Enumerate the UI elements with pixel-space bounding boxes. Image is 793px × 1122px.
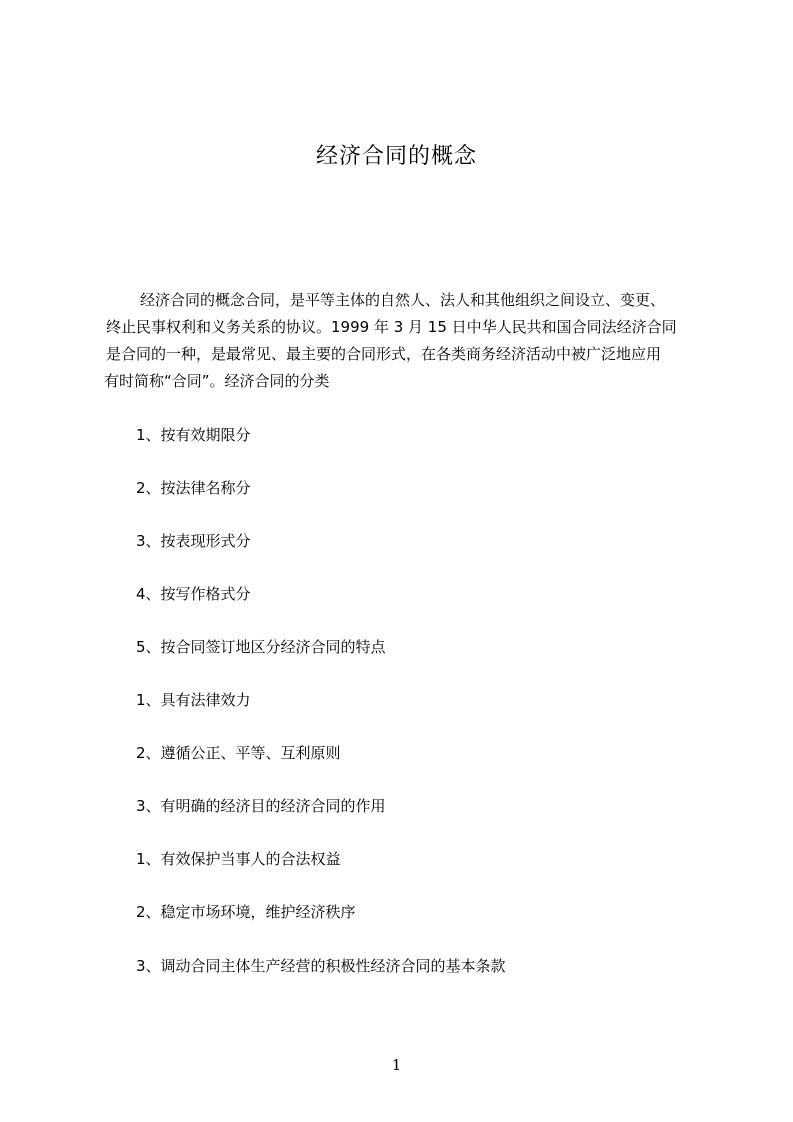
list-item: 2、稳定市场环境，维护经济秩序 [136,903,356,921]
list-item: 1、按有效期限分 [136,426,251,444]
intro-line: 是合同的一种，是最常见、最主要的合同形式，在各类商务经济活动中被广泛地应用 [106,345,662,363]
list-item: 4、按写作格式分 [136,585,251,603]
list-item: 3、有明确的经济目的经济合同的作用 [136,797,386,815]
list-item: 3、调动合同主体生产经营的积极性经济合同的基本条款 [136,957,506,975]
page-number: 1 [391,1056,402,1074]
list-item: 2、按法律名称分 [136,479,251,497]
list-item: 3、按表现形式分 [136,532,251,550]
intro-line: 经济合同的概念合同，是平等主体的自然人、法人和其他组织之间设立、变更、 [140,291,666,309]
intro-line: 有时简称“合同”。经济合同的分类 [104,372,330,390]
list-item: 1、具有法律效力 [136,691,251,709]
list-item: 2、遵循公正、平等、互利原则 [136,744,341,762]
intro-paragraph [100,280,696,400]
intro-line: 终止民事权利和义务关系的协议。1999 年 3 月 15 日中华人民共和国合同法经济合同 [106,318,677,336]
list-item: 1、有效保护当事人的合法权益 [136,850,341,868]
document-title: 经济合同的概念 [315,144,477,169]
list-item: 5、按合同签订地区分经济合同的特点 [136,638,386,656]
